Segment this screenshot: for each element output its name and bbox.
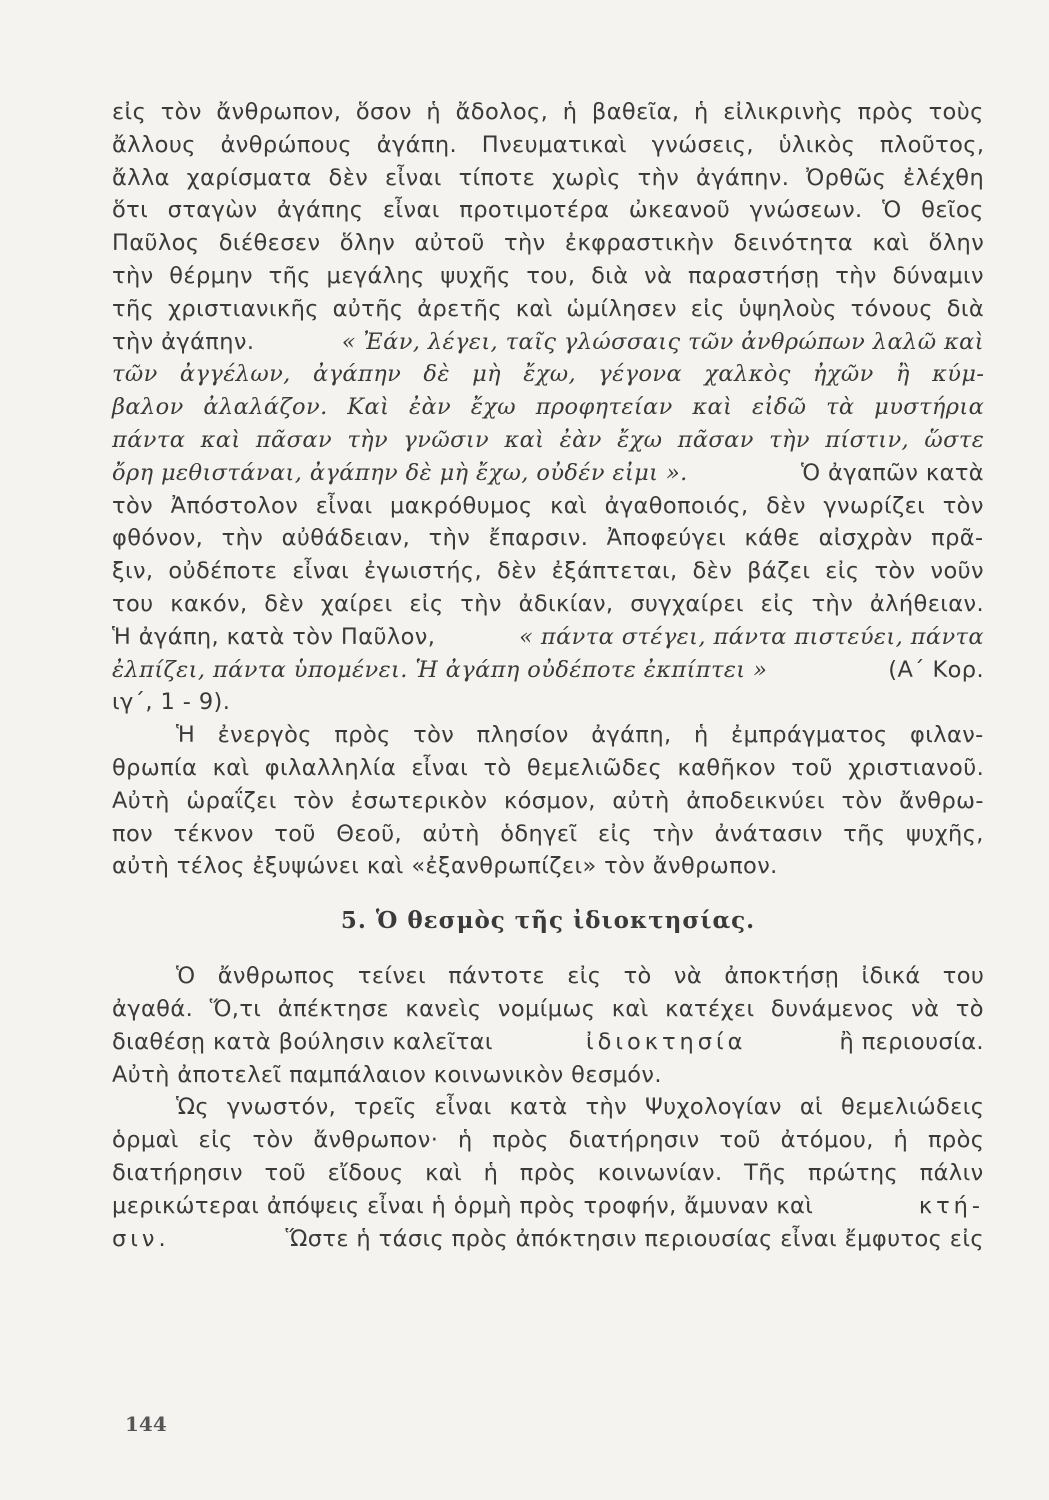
text-line: ὅτι σταγὼν ἀγάπης εἶναι προτιμοτέρα ὠκεανοῦ γνώσεων. Ὁ θεῖος xyxy=(112,197,984,224)
text-line: τῆς χριστιανικῆς αὐτῆς ἀρετῆς καὶ ὡμίλησεν εἰς ὑψηλοὺς τόνους διὰ xyxy=(112,295,985,322)
text-line: φθόνον, τὴν αὐθάδειαν, τὴν ἔπαρσιν. Ἀποφεύγει κάθε αἰσχρὰν πρᾶ- xyxy=(112,525,984,552)
text-line: ἄλλα χαρίσματα δὲν εἶναι τίποτε χωρὶς τὴν ἀγάπην. Ὀρθῶς ἐλέχθη xyxy=(112,164,985,191)
quote-text: ὄρη μεθιστάναι, ἀγάπην δὲ μὴ ἔχω, οὐδέν εἰμι ». xyxy=(112,459,688,486)
text-line: τὴν ἀγάπην. « Ἐάν, λέγει, ταῖς γλώσσαις τῶν ἀνθρώπων λαλῶ καὶ xyxy=(112,326,984,359)
spaced-term: κτή- xyxy=(918,1192,984,1219)
text-line: διαθέσῃ κατὰ βούλησιν καλεῖται ἰδιοκτησία ἢ περιουσία. xyxy=(112,1026,984,1059)
paragraph-first-line: Ὡς γνωστόν, τρεῖς εἶναι κατὰ τὴν Ψυχολογίαν αἱ θεμελιώδεις xyxy=(176,1094,985,1121)
text-line: ιγ΄, 1 - 9). xyxy=(112,689,231,716)
text-line: διατήρησιν τοῦ εἴδους καὶ ἡ πρὸς κοινωνίαν. Τῆς πρώτης πάλιν xyxy=(112,1159,984,1186)
text-line: του κακόν, δὲν χαίρει εἰς τὴν ἀδικίαν, συγχαίρει εἰς τὴν ἀλήθειαν. xyxy=(112,590,985,617)
quote-line: τῶν ἀγγέλων, ἀγάπην δὲ μὴ ἔχω, γέγονα χαλκὸς ἠχῶν ἢ κύμ- xyxy=(112,361,985,388)
text-line: θρωπία καὶ φιλαλληλία εἶναι τὸ θεμελιῶδες καθῆκον τοῦ χριστιανοῦ. xyxy=(112,754,985,781)
section-heading: 5. Ὁ θεσμὸς τῆς ἰδιοκτησίας. xyxy=(340,907,756,935)
spaced-term: ἰδιοκτησία xyxy=(585,1028,747,1055)
text-line: Αὐτὴ ἀποτελεῖ παμπάλαιον κοινωνικὸν θεσμόν. xyxy=(112,1061,662,1088)
text-line: Παῦλος διέθεσεν ὅλην αὐτοῦ τὴν ἐκφραστικὴν δεινότητα καὶ ὅλην xyxy=(112,230,985,257)
text-line: ἀγαθά. Ὅ,τι ἀπέκτησε κανεὶς νομίμως καὶ κατέχει δυνάμενος νὰ τὸ xyxy=(112,995,984,1022)
text-line: αὐτὴ τέλος ἐξυψώνει καὶ «ἐξανθρωπίζει» τὸν ἄνθρωπον. xyxy=(112,853,778,880)
text-line: τὴν θέρμην τῆς μεγάλης ψυχῆς του, διὰ νὰ παραστήσῃ τὴν δύναμιν xyxy=(112,262,985,289)
quote-text: « Ἐάν, λέγει, ταῖς γλώσσαις τῶν ἀνθρώπων λαλῶ καὶ xyxy=(341,328,984,355)
text-line: ἐλπίζει, πάντα ὑπομένει. Ἡ ἀγάπη οὐδέποτε ἐκπίπτει » (Α΄ Κορ. xyxy=(112,654,984,687)
paragraph-first-line: Ἡ ἐνεργὸς πρὸς τὸν πλησίον ἀγάπη, ἡ ἐμπράγματος φιλαν- xyxy=(176,722,984,749)
quote-text: ἐλπίζει, πάντα ὑπομένει. Ἡ ἀγάπη οὐδέποτε ἐκπίπτει » xyxy=(112,656,768,683)
text-line: τὸν Ἀπόστολον εἶναι μακρόθυμος καὶ ἀγαθοποιός, δὲν γνωρίζει τὸν xyxy=(112,492,984,519)
text-line: ὁρμαὶ εἰς τὸν ἄνθρωπον· ἡ πρὸς διατήρησιν τοῦ ἀτόμου, ἡ πρὸς xyxy=(112,1127,985,1154)
text-line: ἄλλους ἀνθρώπους ἀγάπη. Πνευματικαὶ γνώσεις, ὑλικὸς πλοῦτος, xyxy=(112,131,985,158)
text-line: Αὐτὴ ὡραΐζει τὸν ἐσωτερικὸν κόσμον, αὐτὴ ἀποδεικνύει τὸν ἄνθρω- xyxy=(112,787,984,814)
quote-line: βαλον ἀλαλάζον. Καὶ ἐὰν ἔχω προφητείαν καὶ εἰδῶ τὰ μυστήρια xyxy=(112,394,985,421)
text-line: σιν. Ὥστε ἡ τάσις πρὸς ἀπόκτησιν περιουσίας εἶναι ἔμφυτος εἰς xyxy=(112,1223,984,1256)
text-line: εἰς τὸν ἄνθρωπον, ὅσον ἡ ἄδολος, ἡ βαθεῖα, ἡ εἰλικρινὴς πρὸς τοὺς xyxy=(112,99,984,125)
text-line: ὄρη μεθιστάναι, ἀγάπην δὲ μὴ ἔχω, οὐδέν εἰμι ». Ὁ ἀγαπῶν κατὰ xyxy=(112,457,984,490)
quote-line: πάντα καὶ πᾶσαν τὴν γνῶσιν καὶ ἐὰν ἔχω πᾶσαν τὴν πίστιν, ὥστε xyxy=(112,426,985,453)
quote-text: « πάντα στέγει, πάντα πιστεύει, πάντα xyxy=(519,623,984,650)
text-line: πον τέκνον τοῦ Θεοῦ, αὐτὴ ὁδηγεῖ εἰς τὴν ἀνάτασιν τῆς ψυχῆς, xyxy=(112,820,984,847)
paragraph-first-line: Ὁ ἄνθρωπος τείνει πάντοτε εἰς τὸ νὰ ἀποκτήσῃ ἰδικά του xyxy=(176,963,985,990)
page-number: 144 xyxy=(125,1412,167,1436)
text-line: Ἡ ἀγάπη, κατὰ τὸν Παῦλον, « πάντα στέγει, πάντα πιστεύει, πάντα xyxy=(112,621,984,654)
spaced-term: σιν. xyxy=(112,1225,170,1252)
body-text xyxy=(112,96,984,1255)
text-line: μερικώτεραι ἀπόψεις εἶναι ἡ ὁρμὴ πρὸς τροφήν, ἄμυναν καὶ κτή- xyxy=(112,1190,984,1223)
text-line: ξιν, οὐδέποτε εἶναι ἐγωιστής, δὲν ἐξάπτεται, δὲν βάζει εἰς τὸν νοῦν xyxy=(112,558,984,585)
